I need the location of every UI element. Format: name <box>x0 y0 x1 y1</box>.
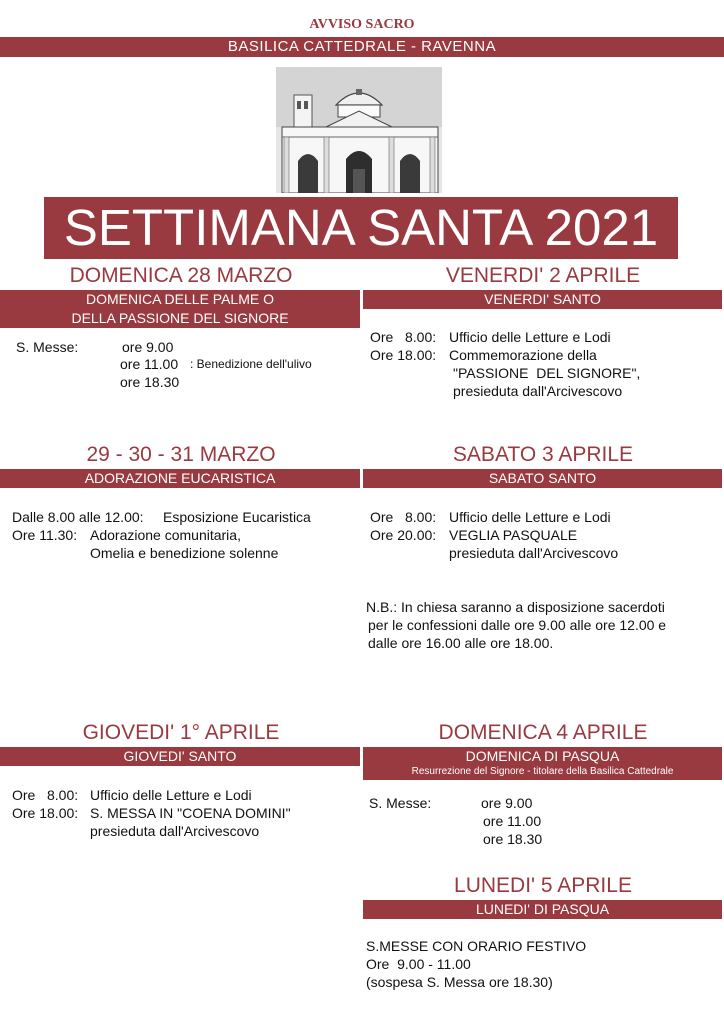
easter-heading: DOMENICA 4 APRILE <box>438 721 648 744</box>
page-title: SETTIMANA SANTA 2021 <box>63 199 659 256</box>
palm-sunday-subtitle-bar <box>0 290 360 328</box>
easter-monday-heading: LUNEDI' 5 APRILE <box>454 874 632 897</box>
easter-monday-text-2: Ore 9.00 - 11.00 <box>366 956 471 972</box>
easter-label: S. Messe: <box>369 795 432 811</box>
palm-sunday-mass-3: ore 18.30 <box>120 374 180 390</box>
good-friday-heading: VENERDI' 2 APRILE <box>445 264 641 287</box>
easter-mass-1: ore 9.00 <box>481 795 533 811</box>
holy-saturday-text-3: presieduta dall'Arcivescovo <box>449 545 619 561</box>
easter-mass-3: ore 18.30 <box>483 831 543 847</box>
adoration-heading: 29 - 30 - 31 MARZO <box>86 443 276 466</box>
palm-sunday-mass-2-note: : Benedizione dell'ulivo <box>190 357 312 371</box>
holy-thursday-time-1: Ore 8.00: <box>12 787 79 803</box>
palm-sunday-mass-2: ore 11.00 <box>120 356 179 372</box>
notice-label: AVVISO SACRO <box>309 17 415 32</box>
easter-monday-subtitle-bar: LUNEDI' DI PASQUA <box>363 900 722 919</box>
adoration-text-1: Esposizione Eucaristica <box>163 509 311 525</box>
easter-subtitle: DOMENICA DI PASQUA <box>465 748 620 764</box>
holy-thursday-subtitle-bar: GIOVEDI' SANTO <box>0 747 360 766</box>
good-friday-text-3: "PASSIONE DEL SIGNORE", <box>453 365 641 381</box>
adoration-time-1: Dalle 8.00 alle 12.00: <box>12 509 144 525</box>
holy-saturday-text-2: VEGLIA PASQUALE <box>449 527 578 543</box>
holy-thursday-text-1: Ufficio delle Letture e Lodi <box>90 787 252 803</box>
adoration-time-2: Ore 11.30: <box>12 527 78 543</box>
good-friday-text-4: presieduta dall'Arcivescovo <box>453 383 623 399</box>
holy-saturday-heading: SABATO 3 APRILE <box>452 443 634 466</box>
palm-sunday-mass-1: ore 9.00 <box>122 339 174 355</box>
adoration-text-3: Omelia e benedizione solenne <box>90 545 279 561</box>
palm-sunday-subtitle-1: DOMENICA DELLE PALME O <box>85 291 274 307</box>
cathedral-illustration <box>276 67 442 193</box>
holy-thursday-text-2: S. MESSA IN "COENA DOMINI" <box>90 805 291 821</box>
adoration-subtitle-bar: ADORAZIONE EUCARISTICA <box>0 469 360 488</box>
easter-subtitle-bar <box>363 747 722 780</box>
holy-saturday-note-3: dalle ore 16.00 alle ore 18.00. <box>368 635 554 651</box>
holy-saturday-time-1: Ore 8.00: <box>370 509 437 525</box>
holy-saturday-time-2: Ore 20.00: <box>370 527 437 543</box>
adoration-text-2: Adorazione comunitaria, <box>90 527 241 543</box>
holy-thursday-text-3: presieduta dall'Arcivescovo <box>90 823 260 839</box>
good-friday-text-1: Ufficio delle Letture e Lodi <box>449 329 611 345</box>
easter-mass-2: ore 11.00 <box>483 813 542 829</box>
easter-subtitle-small: Resurrezione del Signore - titolare della Basilica Cattedrale <box>411 766 674 777</box>
holy-saturday-subtitle-bar: SABATO SANTO <box>363 469 722 488</box>
easter-monday-text-3: (sospesa S. Messa ore 18.30) <box>366 974 553 990</box>
holy-thursday-time-2: Ore 18.00: <box>12 805 79 821</box>
good-friday-time-1: Ore 8.00: <box>370 329 437 345</box>
easter-monday-text-1: S.MESSE CON ORARIO FESTIVO <box>366 938 587 954</box>
good-friday-time-2: Ore 18.00: <box>370 347 437 363</box>
palm-sunday-subtitle-2: DELLA PASSIONE DEL SIGNORE <box>71 310 289 326</box>
church-bar: BASILICA CATTEDRALE - RAVENNA <box>0 37 724 57</box>
holy-saturday-note-1: N.B.: In chiesa saranno a disposizione sacerdoti <box>366 599 665 615</box>
good-friday-text-2: Commemorazione della <box>449 347 597 363</box>
holy-thursday-heading: GIOVEDI' 1° APRILE <box>82 721 280 744</box>
palm-sunday-heading: DOMENICA 28 MARZO <box>69 264 293 287</box>
cathedral-image <box>276 67 442 193</box>
holy-saturday-note-2: per le confessioni dalle ore 9.00 alle ore 12.00 e <box>368 617 667 633</box>
palm-sunday-label: S. Messe: <box>16 339 79 355</box>
holy-saturday-text-1: Ufficio delle Letture e Lodi <box>449 509 611 525</box>
good-friday-subtitle-bar: VENERDI' SANTO <box>363 290 722 309</box>
